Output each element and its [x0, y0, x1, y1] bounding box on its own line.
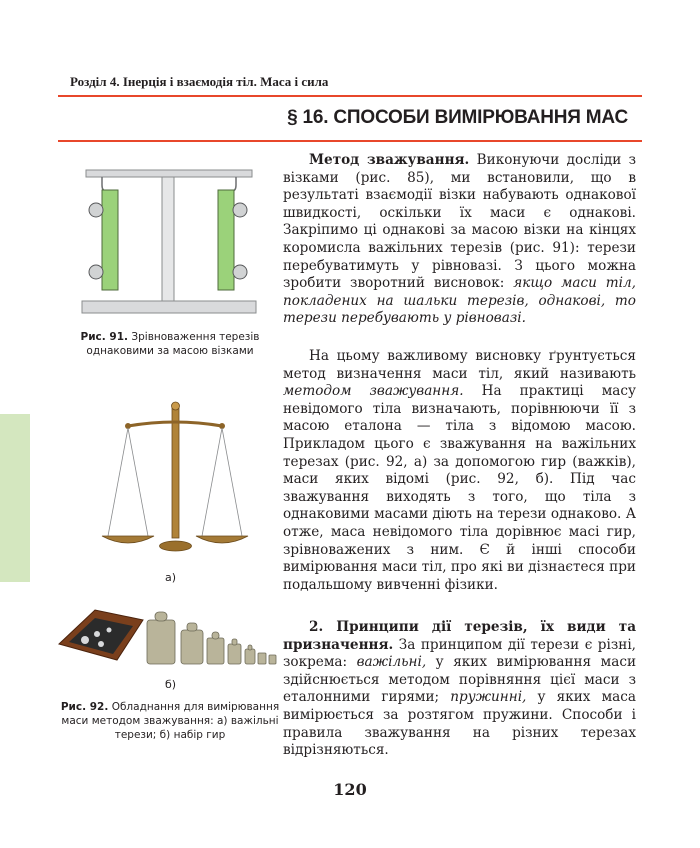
section-title: § 16. СПОСОБИ ВИМІРЮВАННЯ МАС	[287, 107, 628, 128]
title-divider	[58, 140, 642, 142]
body-term-weighing-method: методом зважування.	[283, 383, 464, 400]
header-divider	[58, 95, 642, 97]
running-head: Розділ 4. Інерція і взаємодія тіл. Маса і сила	[70, 74, 329, 89]
body-text: у яких вимірювання маси здійснюється методом порівняння цієї маси з еталонними гирями;	[283, 654, 636, 706]
fig91-caption-label: Рис. 91.	[80, 331, 129, 343]
fig92a-label: а)	[165, 571, 177, 584]
body-heading-weighing-method: Метод зважування.	[309, 152, 470, 168]
body-paragraph-scale-types	[283, 619, 636, 760]
fig91-caption	[60, 330, 280, 358]
fig92a-beam-balance-illustration	[100, 398, 250, 558]
body-term-lever-scales: важільні,	[356, 654, 427, 671]
body-heading-scale-types: 2. Принципи дії терезів, їх види та призначення.	[283, 619, 636, 653]
fig92-caption-text: Обладнання для вимірювання маси методом зважування: а) важільні терези; б) набір гир	[61, 701, 280, 741]
body-text: Виконуючи досліди з візками (рис. 85), ми встановили, що в результаті взаємодії візки набувають однакової швидкості, оскільки їх маси є однакові. Закріпимо ці однакові за масою візки на кінцях коромисла важільних терезів (рис. 91): терези перебуватимуть у рівновазі. З цього можна зробити зворотний висновок:	[283, 152, 637, 292]
body-text: у яких маса вимірюється за розтягом пружини. Способи і правила зважування на різних терезах відрізняються.	[283, 689, 636, 759]
fig92b-label: б)	[165, 678, 177, 691]
body-text: На цьому важливому висновку ґрунтується метод визначення маси тіл, який називають	[283, 348, 636, 382]
chapter-side-tab	[0, 414, 30, 582]
fig92-caption-label: Рис. 92.	[60, 701, 109, 713]
body-paragraph-weighing-principle	[283, 348, 636, 594]
body-term-spring-scales: пружинні,	[450, 689, 527, 706]
body-text: На практиці масу невідомого тіла визначають, порівнюючи її з масою еталона — тіла з відомою масою. Прикладом цього є зважування на важільних терезах (рис. 92, а) за допомогою гир (важків), маси яких відомі (рис. 92, б). Під час зважування виходять з того, що тіла з однаковими масами діють на терези однаково. А отже, маса невідомого тіла дорівнює масі гир, зрівноважених з ним. Є й інші способи вимірювання маси тіл, про які ви дізнаєтеся при подальшому вивченні фізики.	[283, 383, 636, 593]
body-text: За принципом дії терези є різні, зокрема:	[283, 636, 637, 671]
fig92-caption	[60, 700, 280, 742]
fig91-balance-carts-illustration	[80, 160, 258, 320]
body-paragraph-weighing-method	[283, 152, 636, 328]
body-conclusion: якщо маси тіл, покладених на шальки терезів, однакові, то терези перебувають у рівновазі.	[283, 275, 636, 327]
fig91-caption-text: Зрівноваження терезів однаковими за масою візками	[86, 331, 260, 357]
page-number: 120	[333, 780, 367, 799]
fig92b-weights-set-illustration	[55, 600, 285, 672]
